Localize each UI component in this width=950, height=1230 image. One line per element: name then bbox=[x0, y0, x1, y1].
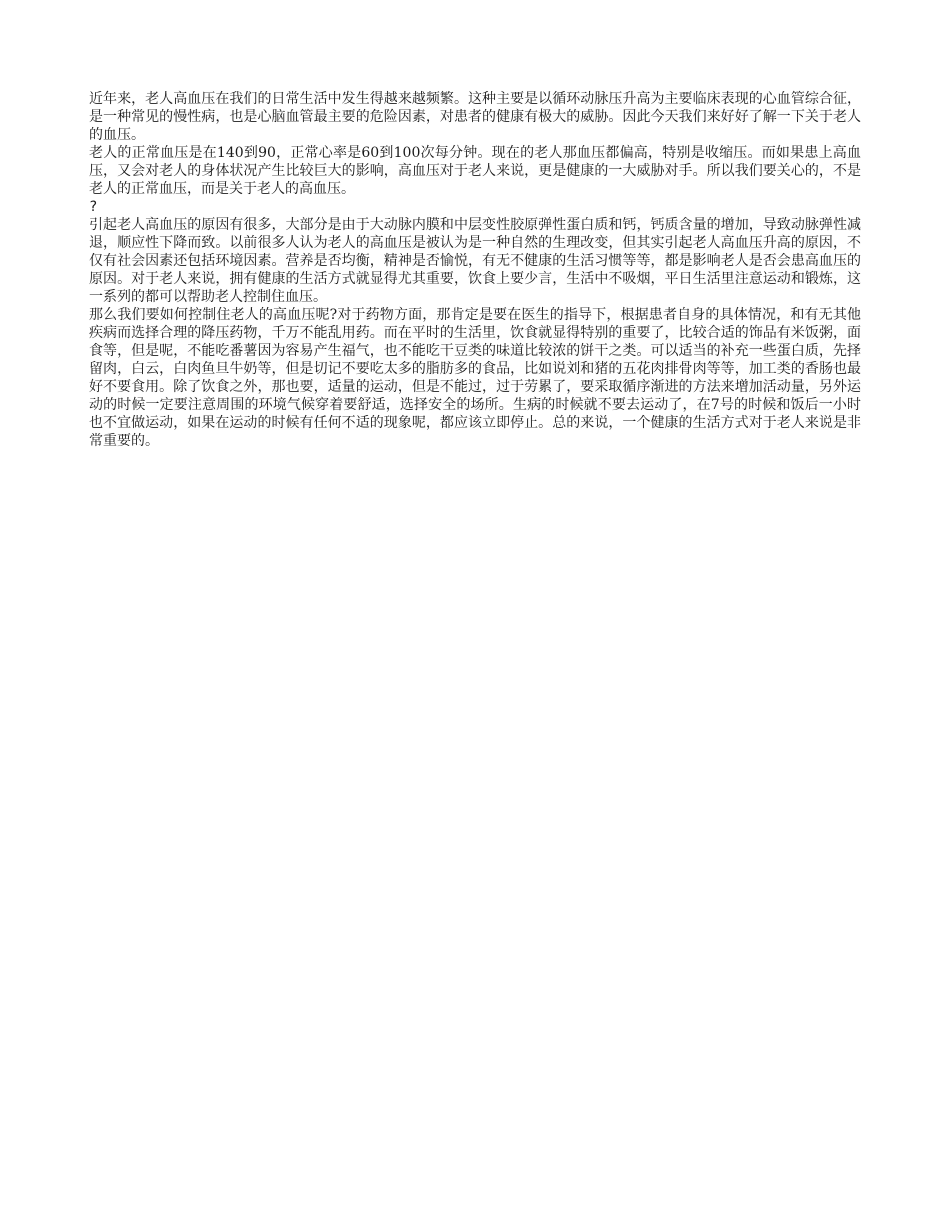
paragraph-control: 那么我们要如何控制住老人的高血压呢?对于药物方面，那肯定是要在医生的指导下，根据患者自身的具体情况，和有无其他疾病而选择合理的降压药物，千万不能乱用药。而在平时的生活里，饮食就显得特别的重要了，比较合适的饰品有米饭粥，面食等，但是呢，不能吃番薯因为容易产生福气，也不能吃干豆类的味道比较浓的饼干之类。可以适当的补充一些蛋白质，先择留肉，白云，白肉鱼旦牛奶等，但是切记不要吃太多的脂肪多的食品，比如说刘和猪的五花肉排骨肉等等，加工类的香肠也最好不要食用。除了饮食之外，那也要，适量的运动，但是不能过，过于劳累了，要采取循序渐进的方法来增加活动量，另外运动的时候一定要注意周围的环境气候穿着要舒适，选择安全的场所。生病的时候就不要去运动了，在7号的时候和饭后一小时也不宜做运动，如果在运动的时候有任何不适的现象呢，都应该立即停止。总的来说，一个健康的生活方式对于老人来说是非常重要的。 bbox=[89, 307, 861, 449]
article-body bbox=[89, 90, 861, 450]
paragraph-intro: 近年来，老人高血压在我们的日常生活中发生得越来越频繁。这种主要是以循环动脉压升高为主要临床表现的心血管综合征，是一种常见的慢性病，也是心脑血管最主要的危险因素，对患者的健康有极大的威胁。因此今天我们来好好了解一下关于老人的血压。 bbox=[89, 91, 861, 143]
paragraph-causes: 引起老人高血压的原因有很多，大部分是由于大动脉内膜和中层变性胶原弹性蛋白质和钙，钙质含量的增加，导致动脉弹性减退，顺应性下降而致。以前很多人认为老人的高血压是被认为是一种自然的生理改变，但其实引起老人高血压升高的原因，不仅有社会因素还包括环境因素。营养是否均衡，精神是否愉悦，有无不健康的生活习惯等等，都是影响老人是否会患高血压的原因。对于老人来说，拥有健康的生活方式就显得尤其重要，饮食上要少言，生活中不吸烟，平日生活里注意运动和锻炼，这一系列的都可以帮助老人控制住血压。 bbox=[89, 217, 861, 305]
paragraph-separator: ? bbox=[89, 199, 98, 215]
paragraph-normal-blood-pressure: 老人的正常血压是在140到90，正常心率是60到100次每分钟。现在的老人那血压都偏高，特别是收缩压。而如果患上高血压，又会对老人的身体状况产生比较巨大的影响，高血压对于老人来说，更是健康的一大威胁对手。所以我们要关心的，不是老人的正常血压，而是关于老人的高血压。 bbox=[89, 145, 861, 197]
